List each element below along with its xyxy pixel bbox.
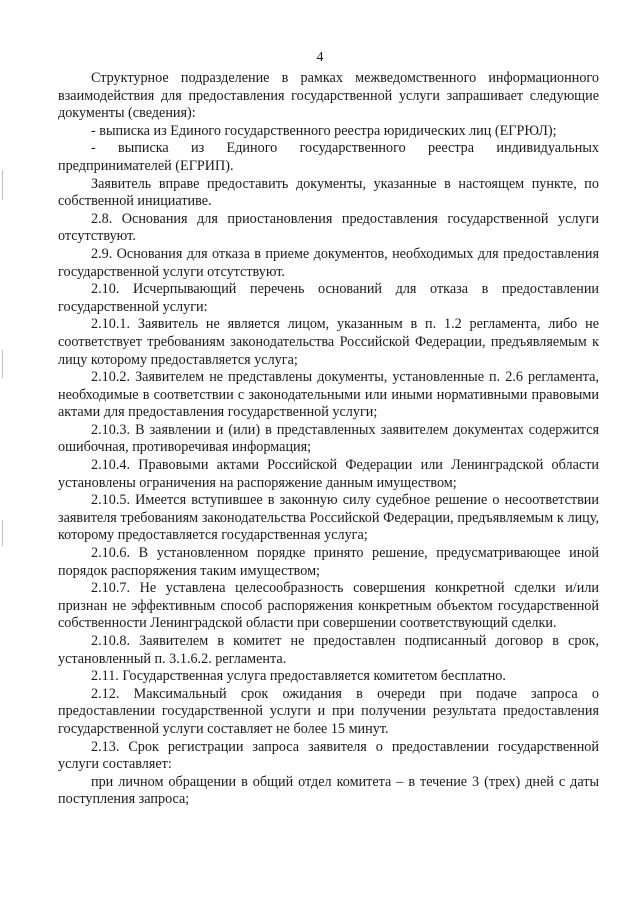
document-body [58,70,599,809]
scan-edge-mark [2,520,3,546]
clause-2-10-3: 2.10.3. В заявлении и (или) в представленных заявителем документах содержится ошибочная, противоречивая информация; [58,421,599,456]
list-item-egrip: - выписка из Единого государственного реестра индивидуальных предпринимателей (ЕГРИП). [58,140,599,174]
list-item-egrul: - выписка из Единого государственного реестра юридических лиц (ЕГРЮЛ); [91,122,557,139]
clause-2-12: 2.12. Максимальный срок ожидания в очереди при подаче запроса о предоставлении государственной услуги и при получении результата предоставления государственной услуги составляет не более 15 минут. [58,685,599,737]
clause-2-10-6: 2.10.6. В установленном порядке принято решение, предусматривающее иной порядок распоряжения таким имуществом; [58,545,599,579]
clause-2-9: 2.9. Основания для отказа в приеме документов, необходимых для предоставления государственной услуги отсутствуют. [58,245,599,280]
clause-2-10-5: 2.10.5. Имеется вступившее в законную силу судебное решение о несоответствии заявителя требованиям законодательства Российской Федерации, предъявляемым к лицу, которому предоставляется государственная услуга; [58,492,599,544]
clause-2-10-8: 2.10.8. Заявителем в комитет не предоставлен подписанный договор в срок, установленный п. 3.1.6.2. регламента. [58,633,599,667]
clause-2-13: 2.13. Срок регистрации запроса заявителя о предоставлении государственной услуги составляет: [58,738,599,773]
clause-2-10-2: 2.10.2. Заявителем не представлены документы, установленные п. 2.6 регламента, необходимые в соответствии с законодательными или иными нормативными правовыми актами для предоставления государственной услуги; [58,369,599,421]
paragraph-initiative: Заявитель вправе предоставить документы, указанные в настоящем пункте, по собственной инициативе. [58,175,599,210]
clause-2-10-4: 2.10.4. Правовыми актами Российской Федерации или Ленинградской области установлены ограничения на распоряжение данным имуществом; [58,457,599,491]
clause-2-10: 2.10. Исчерпывающий перечень оснований для отказа в предоставлении государственной услуги: [58,281,599,315]
clause-2-8: 2.8. Основания для приостановления предоставления государственной услуги отсутствуют. [58,210,599,245]
paragraph-intro: Структурное подразделение в рамках межведомственного информационного взаимодействия для предоставления государственной услуги запрашивает следующие документы (сведения): [58,70,599,122]
clause-2-10-7: 2.10.7. Не уставлена целесообразность совершения конкретной сделки и/или признан не эффективным способ распоряжения конкретным объектом государственной собственности Ленинградской области при совершении соответствующий сделки. [58,580,599,632]
page-number: 4 [316,50,324,65]
clause-2-11: 2.11. Государственная услуга предоставляется комитетом бесплатно. [91,668,506,685]
scan-edge-mark [2,350,3,378]
scan-edge-mark [2,170,3,200]
paragraph-personal-visit: при личном обращении в общий отдел комитета – в течение 3 (трех) дней с даты поступления запроса; [58,773,599,808]
clause-2-10-1: 2.10.1. Заявитель не является лицом, указанным в п. 1.2 регламента, либо не соответствует требованиям законодательства Российской Федерации, предъявляемым к лицу которому предоставляется услуга; [58,316,599,368]
